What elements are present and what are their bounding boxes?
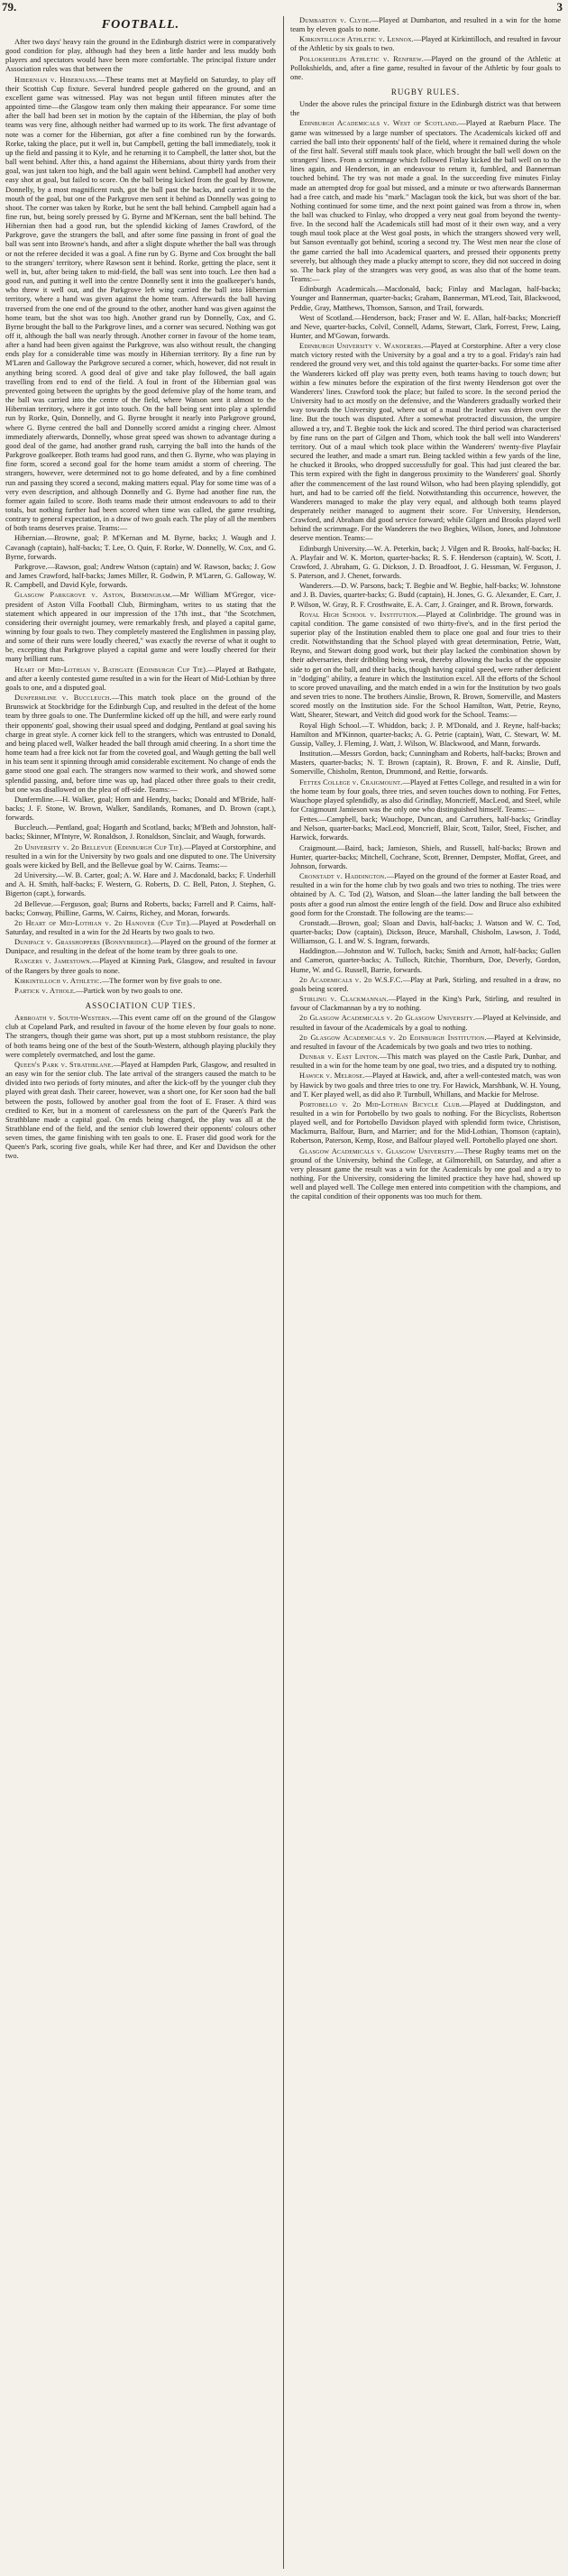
report-paragraph [5,919,276,937]
report-text: Craigmount.—Baird, back; Jamieson, Shiels, and Russell, half-backs; Brown and Hunter, quarter-backs; Mitchell, Cochrane, Scott, Brenner, Dempster, Moffat, Greet, and Johnson, forwards. [290,843,561,870]
report-text: —This event came off on the ground of the Glasgow club at Copeland Park, and resulted in favour of the home eleven by four goals to none. The strangers, though their game was short, put up a most stubborn resistance, the play of both teams being one of the best of the South-Western, although playing pluckily they were completely overmatched, and lost the game. [5,1014,276,1059]
report-paragraph [290,119,561,284]
report-text: —Mr William M'Gregor, vice-president of Aston Villa Football Club, Birmingham, writes to us stating that the statement which appeared in our impression of the 17th inst., that "the Scotchmen, considering their overnight journey, were remarkably fresh, and played a capital game, winning by four goals to two. They completely mastered the Englishmen in passing play, and some of their runs were loudly cheered," was exactly the reverse of what it ought to be, excepting that Parkgrove played a capital game and were loudly cheered for their many brilliant runs. [5,591,276,664]
report-paragraph [5,666,276,693]
report-paragraph [290,545,561,582]
report-text: —Played at Powderhall on Saturday, and resulted in a win for the 2d Hearts by two goals to two. [5,918,276,936]
report-text: Buccleuch.—Pentland, goal; Hogarth and Scotland, backs; M'Beth and Johnston, half-backs; Skinner, M'Intyre, W. Ronaldson, J. Ronaldson, Sinclair, and Waugh, forwards. [5,823,276,842]
report-paragraph [5,38,276,75]
match-heading: Partick v. Athole. [14,986,77,995]
match-heading: 2d Glasgow Academicals v. 2d Glasgow University. [299,1014,476,1023]
report-paragraph [290,1072,561,1099]
match-heading: Rangers v. Jamestown. [14,957,93,966]
report-paragraph [290,1014,561,1032]
match-heading: Edinburgh University v. Wanderers. [299,342,424,351]
match-heading: Stirling v. Clackmannan. [299,995,389,1004]
report-paragraph [290,750,561,777]
football-report-list [5,38,276,996]
match-heading: Fettes College v. Craigmount. [299,777,403,787]
report-paragraph [290,995,561,1013]
match-heading: Portobello v. 2d Mid-Lothian Bicycle Club. [299,1099,463,1109]
report-text: Royal High School.—T. Whiddon, back; J. P. M'Donald, and J. Reyne, half-backs; Hamilton and M'Kinnon, quarter-backs; A. G. Petrie (captain), Watt, C. Stewart, W. M. Gussip, Valley, J. Fleming, J. Watt, J. Wilson, W. Blackwood, and Mann, forwards. [290,721,561,748]
report-text: West of Scotland.—Henderson, back; Fraser and W. E. Allan, half-backs; Moncrieff and Neve, quarter-backs, Colvil, Connell, Adams, Stewart, Clark, Forrest, Frew, Laing, Hunter, and M'Gowan, forwards. [290,313,561,340]
report-text: —Played at Corstorphine. After a very close match victory rested with the University by a goal and a try to a goal. Friday's rain had rendered the ground very wet, and this told against the quarter-backs. For some time after the Wanderers kicked off play was pretty even, both teams having to touch down; but within a few minutes before the expiration of the first twenty Henderson got over the Wanderers' lines. Crawford took the place; but failed to score. In the second period the University had to act mostly on the defensive, and the Wanderers gradually worked their way towards the University goal, where out of a maul the leather was driven over the line. But the touch was disputed. After a somewhat protracted discussion, the umpire allowed a try, and T. Begbie took the kick and scored. The third period was characterised by fine runs on the part of Gilgen and Thom, which took the ball well into Wanderers' territory. Out of a maul which took place within the Wanderers' twenty-five Playfair secured the leather, and made a smart run. Being tackled within a few yards of the line, he chucked it Brooks, who dropped successfully for goal. This had just cleared the bar. This term expired with the fight in dangerous proximity to the Wanderers' goal. Shortly after the commencement of the last round Wilson, who had been playing splendidly, got hurt, and had to be carried off the field. Notwithstanding this occurrence, however, the Wanderers managed to make the play very equal, and although both teams played desperately neither managed to augment their score. For University, Henderson, Crawford, and Abraham did good service forward; while Gilgen and Brooks played well behind the scrimmage. For the Wanderers the two Begbies, Wilson, Jones, and Johnstone deserve mention. Teams:— [290,342,561,543]
report-text: —Played at Bathgate, and after a keenly contested game resulted in a win for the Heart of Mid-Lothian by three goals to one, and a disputed goal. [5,665,276,692]
match-heading: Heart of Mid-Lothian v. Bathgate (Edinburgh Cup Tie). [14,665,208,674]
cup-ties-report-list [5,1014,276,1162]
match-heading: 2d University v. 2d Bellevue (Edinburgh Cup Tie). [14,842,184,851]
match-heading: Edinburgh Academicals v. West of Scotland. [299,119,459,128]
report-text: —This match was played on the Castle Park, Dunbar, and resulted in a win for the home team by one goal, two tries, and a disputed try to nothing. [290,1053,561,1071]
association-report-list [290,16,561,82]
rugby-report-list [290,100,561,1201]
column-left [5,16,276,2569]
page-number: 3 [556,0,563,14]
report-paragraph [5,563,276,590]
report-text: —Played at Hawick, and, after a well-contested match, was won by Hawick by two goals and three tries to one try. For Hawick, Marshbank, W. H. Young, and T. Ker played well, as did also P. Turnbull, Whillans, and Mackie for Melrose. [290,1072,561,1099]
report-paragraph [5,987,276,996]
report-text: Hibernian.—Browne, goal; P. M'Kernan and M. Byrne, backs; J. Waugh and J. Cavanagh (captain), half-backs; T. Lee, O. Quin, F. Rorke, W. Donnelly, W. Cox, and G. Byrne, forwards. [5,534,276,561]
section-title-rugby-rules: RUGBY RULES. [390,87,461,97]
issue-number: 79. [2,0,17,14]
report-text: After two days' heavy rain the ground in the Edinburgh district were in comparatively good condition for play, although had they been a little harder and less muddy both players and spectators would have been more comfortable. The principal fixture under Association rules was that between the [5,38,276,74]
report-paragraph [290,778,561,815]
report-paragraph [290,582,561,609]
report-paragraph [5,900,276,918]
report-paragraph [290,1147,561,1202]
report-paragraph [290,815,561,842]
match-heading: Dunfermline v. Buccleuch. [14,694,112,703]
report-paragraph [5,76,276,534]
match-heading: Cronstadt v. Haddington. [299,872,387,881]
report-text: —Played at Raeburn Place. The game was witnessed by a large number of spectators. The Academicals kicked off and carried the ball into their opponents' half of the field, where it remained during the whole of the first half. Several stiff mauls took place, which brought the ball well down on the strangers' lines. From a scrimmage which followed Finlay kicked the ball well on to the lines again, and Henderson, in an endeavour to return it, fumbled, and Bannerman touched behind. The try was not made a goal. In the succeeding five minutes Finlay made an attempted drop for goal but missed, and a minute or two afterwards Bannerman had a free catch, and made his "mark." Maclagan took the kick, but was short of the bar. Nothing continued for some time, and the next point gained was from a throw in, when the ball was chucked to Finlay, who dropped a very neat goal from beyond the twenty-five. In the second half the Academicals still had most of it their own way, and a very tough maul took place at the West goal posts, in which the strangers showed very well, but Sanson eventually got behind, scoring a second try. The West men near the close of the game carried the ball into Academical quarters, and pressed their opponents pretty severely, but although they made a plucky attempt to score, they did not succeed in doing so. The back play of the strangers was very good, as was also that of the home team. Teams:— [290,119,561,284]
report-text: —Played at Kelvinside, and resulted in favour of the Academicals by a goal to nothing. [290,1014,561,1032]
report-paragraph [290,976,561,994]
column-right [290,16,561,2569]
report-paragraph [5,977,276,986]
report-text: —The former won by five goals to one. [101,976,222,985]
report-paragraph [290,1034,561,1052]
match-heading: Hibernian v. Hibernians. [14,75,98,84]
match-heading: Queen's Park v. Strathblane. [14,1060,114,1069]
match-heading: Dumbarton v. Clyde. [299,16,371,24]
report-paragraph [5,796,276,823]
report-text: —Played at Kinning Park, Glasgow, and resulted in favour of the Rangers by three goals to none. [5,957,276,975]
report-paragraph [290,919,561,946]
report-text: —Played at Dumbarton, and resulted in a win for the home team by eleven goals to none. [290,16,561,34]
match-heading: 2d Glasgow Academicals v. 2d Edinburgh Institution. [299,1033,487,1042]
match-heading: Pollokshields Athletic v. Renfrew. [299,54,425,63]
report-text: —Played at Colinbridge. The ground was in capital condition. The game consisted of two thirty-five's, and in the first period the superior play of the Institution enabled them to place one goal and four tries to their credit. Notwithstanding that the School played with great determination, Petrie, Watt, Reyno, and Stewart doing good work, but their play lacked the combination shown by their adversaries, their dribbling being weak, thereby allowing the backs of the opposite side to get on the ball, and their backs, though having capital speed, were rather deficient in "dodging" ability, a feature in which the Institution excel. All the efforts of the School to score proved unavailing, and the match ended in a win for the Institution by two goals and seven tries to none. The brothers Ainslie, Brown, R. Brown, Somerville, and Masters scored mostly on the Institution side. For the School Hamilton, Watt, Petrie, Reyno, Watt, Shearer, Stewart, and Veitch did good work for the School. Teams:— [290,610,561,720]
match-heading: Dunipace v. Grasshoppers (Bonnybridge). [14,938,153,947]
report-paragraph [5,694,276,795]
report-paragraph [5,957,276,975]
report-paragraph [290,722,561,749]
report-paragraph [290,342,561,543]
match-heading: Royal High School v. Institution. [299,610,419,619]
report-paragraph [5,871,276,898]
report-text: —These teams met at Mayfield on Saturday, to play off their Scottish Cup fixture. Several hundred people gathered on the ground, and an excellent game was witnessed. Play was not begun until fifteen minutes after the appointed time—the Glasgow team only then making their appearance. For some time after the ball had been set in motion by the captain of the Hibernian, the play of both teams was very fine, although neither had warmed up to its work. The first advantage of note was a corner for the Hibernian, got after a fine combined run by the forwards. Rorke, taking the place, put it well in, but Campbell, getting the ball immediately, took it up the field and passing it to Kyle, and he returning it to Campbell, the latter shot, but the ball went behind. After this, a hand against the Hibernians, about thirty yards from their goal, was just taken too high, and the ball again went behind. Campbell had another very easy shot at goal, but failed to score. On the ball being kicked from the goal by Browne, Donnelly, by a most magnificent rush, got the ball past the backs, and carried it to the mouth of the goal, but one of the Parkgrove men sent it behind as Donnelly was going to shoot. The corner was taken by Rorke, but he sent the ball behind. Campbell again had a fine run, but, being sorely pressed by G. Byrne and M'Kernan, sent the ball behind. The Hibernian then had a good run, but the splendid kicking of James Crawford, of the Parkgrove, gave the strangers the ball, and after some fine passing in front of goal the ball was sent into Browne's hands, and after a slight dispute whether the ball was through or not the referee decided it was a goal. A fine run by G. Byrne and Cox brought the ball to the strangers' territory, where Rawson sent it behind. Rorke, getting the place, sent it well in, but, after being taken to mid-field, the ball was sent into touch. Lee then had a good run, and putting it well into the centre Donnelly sent it into the goalkeeper's hands, who threw it well out, and the Parkgrove left wing carried the ball into Hibernian territory, where a hand was given against the home team. Afterwards the ball having traversed from the one end of the ground to the other, another hand was given against the home team, but the shot was too high. Another grand run by Donnelly, Cox, and G. Byrne brought the ball to the Parkgrove lines, and a corner was secured. Nothing was got off it, although the ball was nearly through. Another corner in favour of the home team, after a hand had been given against the Parkgrove, was also without result, the changing ends play for a considerable time was mostly in Hibernian territory. By a fine run by M'Laren and Galloway the Parkgrove secured a corner, which, however, did not result in anything being scored. A good deal of give and take play followed, the ball again travelling from end to end of the field. A foul in front of the Hibernian goal was prevented going between the uprights by the good defensive play of the home team, and the ball was carried into the centre of the field, where Watson sent it almost to the Hibernian territory, where it got into touch. On the ball being sent into play a splendid run by Rorke, Quin, Donnelly, and G. Byrne brought it nearly into Parkgrove ground, where G. Byrne centred the ball and Donnelly scored amidst a ringing cheer. Almost immediately afterwards, Donnelly, whose great speed was shown to advantage during a good deal of the game, had another grand rush, carrying the ball into the hands of the Parkgrove goalkeeper. Both teams had good runs, and then G. Byrne, who was playing in fine form, scored a second goal for the home team amidst a storm of cheering. The strangers, however, were determined not to go home defeated, and by a fine combined run and passing they scored a second, making matters equal. Play for some time was of a very even description, and although Donnelly and G. Byrne had another fine run, the former again failed to score. Both teams made their utmost endeavours to add to their totals, but nothing further had been scored when time was called, the game resulting, contrary to general expectation, in a draw of two goals each. The play of all the members of both teams deserves praise. Teams:— [5,75,276,533]
match-heading: 2d Heart of Mid-Lothian v. 2d Hanover (Cup Tie). [14,918,192,927]
report-text: Edinburgh University.—W. A. Peterkin, back; J. Vilgen and R. Brooks, half-backs; H. A. Playfair and W. K. Morton, quarter-backs; R. S. F. Henderson (captain), W. Scott, J. Crawford, J. Abraham, G. G. Dickson, J. D. Broadfoot, J. G. Hessman, W. Ferguson, J. S. Paterson, and J. Chenet, forwards. [290,544,561,581]
report-text: —Played at Duddingston, and resulted in a win for Portobello by two goals to nothing. For the Bicyclists, Robertson played well, and for Portobello Davidson played with splendid form twice, Christison, Mackmurra, Balfour, Burn, and Marrier; and for the Mid-Lothian, Thomson (captain), Robertson, Paterson, Kemp, Rose, and Balfour played well. Portobello played one short. [290,1099,561,1145]
report-text: Institution.—Messrs Gordon, back; Cunningham and Roberts, half-backs; Brown and Masters, quarter-backs; N. T. Brown (captain), R. Brown, F. and R. Ainslie, Duff, Somerville, Chisholm, Renton, Drummond, and Rettie, forwards. [290,750,561,777]
report-text: 2d University.—W. B. Carter, goal; A. W. Hare and J. Macdonald, backs; F. Underhill and A. H. Smith, half-backs; F. Western, G. Roberts, D. C. Bell, Paton, J. Stephen, G. Bigerton (capt.), forwards. [5,871,276,898]
report-text: —These Rugby teams met on the ground of the University, behind the College, at Gilmorehill, on Saturday, and after a very pleasant game the result was a win for the Academicals by one goal and a try to nothing. For the University, considering the limited practice they have had, showed up well and played well. The College men entered into competition with the champions, and the capital condition of their opponents was too much for them. [290,1146,561,1201]
report-text: —Played on the ground of the former at Dunipace, and resulting in the defeat of the home team by three goals to one. [5,938,276,956]
report-text: Wanderers.—D. W. Parsons, back; T. Begbie and W. Begbie, half-backs; W. Johnstone and J. B. Davies, quarter-backs; G. Budd (captain), H. Jones, G. G. Alexander, E. Carr, J. P. Wilson, W. Gray, R. F. Crosthwaite, E. A. Carr, J. Grainger, and R. Brown, forwards. [290,582,561,609]
report-paragraph [290,1053,561,1071]
report-text: —Played at Kirkintilloch, and resulted in favour of the Athletic by six goals to two. [290,35,561,53]
report-paragraph [290,55,561,82]
report-paragraph [290,314,561,341]
report-text: Parkgrove.—Rawson, goal; Andrew Watson (captain) and W. Rawson, backs; J. Gow and James Crawford, half-backs; James Miller, R. Godwin, P. M'Laren, G. Galloway, W. R. Campbell, and David Kyle, forwards. [5,562,276,590]
report-paragraph [290,947,561,974]
report-text: 2d Bellevue.—Ferguson, goal; Burns and Roberts, backs; Farrell and P. Cairns, half-backs; Conway, Philline, Garms, W. Cairns, Richey, and Moran, forwards. [5,899,276,917]
report-text: —Played at Fettes College, and resulted in a win for the home team by four goals, three tries, and seven touches down to nothing. For Fettes, Wauchope played splendidly, as also did Grindlay, Moncrieff, MacLeod, and Steel, while for Craigmount Jamieson was the only one who distinguished himself. Teams:— [290,777,561,814]
match-heading: Glasgow Academicals v. Glasgow University. [299,1146,457,1155]
report-text: Edinburgh Academicals.—Macdonald, back; Finlay and Maclagan, half-backs; Younger and Bannerman, quarter-backs; Graham, Bannerman, M'Leod, Tait, Blackwood, Peddie, Gray, Matthews, Thomson, Sanson, and Trail, forwards. [290,285,561,312]
report-text: Under the above rules the principal fixture in the Edinburgh district was that between the [290,100,561,118]
report-text: —Played in the King's Park, Stirling, and resulted in favour of Clackmannan by a try to nothing. [290,995,561,1013]
masthead [0,0,568,14]
report-text: Dunfermline.—H. Walker, goal; Horn and Hendry, backs; Donald and M'Bride, half-backs; J. F. Stone, W. Brown, Walker, Sandilands, Romanes, and D. Brown (capt.), forwards. [5,795,276,823]
report-text: —This match took place on the ground of the Brunswick at Stockbridge for the Edinburgh Cup, and resulted in the defeat of the home team by three goals to one. The Dunfermline kicked off up the hill, and were early round their opponents' goal, showing their usual speed and dodging, Pentland at goal saving his charge in great style. A corner kick fell to the strangers, which was entrusted to Donald, and being placed well, Walker headed the ball through amid cheering. In a short time the home team had a free kick not far from the coveted goal, and Waugh getting the ball well in his team sent it spinning through amid considerable excitement. No change of ends the game stood one goal each. The strangers now warmed to their work, and showed some splendid passing, and, before time was up, had placed other three goals to their credit, but one was disallowed on the plea of off-side. Teams:— [5,694,276,794]
report-text: —Play at Park, Stirling, and resulted in a draw, no goals being scored. [290,975,561,993]
report-paragraph [290,611,561,721]
report-text: —Played at Hampden Park, Glasgow, and resulted in an easy win for the senior club. The late arrival of the strangers caused the match to be divided into two periods of forty minutes, and after the kick-off by the younger club they played with great dash. Their career, however, was a short one, for Ker soon had the ball between the posts, followed by another goal from the foot of E. Fraser. A third was credited to Ker, but in a moment of carelessness on the part of the Queen's Park the Strathblane made a capital goal. On ends being changed, the play was all at the Strathblane end of the field, and the senior club lowered their opponents' colours other seven times, the game finishing with ten goals to one. E. Fraser did good work for the Queen's Park, scoring five goals, while Ker had three, and Ker and Davidson the other two. [5,1060,276,1161]
match-heading: Arbroath v. South-Western. [14,1014,112,1023]
report-paragraph [290,100,561,118]
report-paragraph [5,823,276,842]
report-paragraph [5,938,276,956]
report-paragraph [5,1061,276,1162]
report-paragraph [5,534,276,561]
match-heading: 2d Academicals v. 2d W.S.F.C. [299,975,403,984]
report-text: —Played at Corstorphine, and resulted in a win for the University by two goals and one disputed to one. The University goals were kicked by Bell, and the Bellevue goal by W. Cairns. Teams:— [5,842,276,869]
report-text: —Played on the ground of the former at Easter Road, and resulted in a win for the home club by two goals and two tries to nothing. The tries were obtained by A. C. Tod (2), Watson, and Sloan—the latter landing the ball between the posts after a good run almost the entire length of the field. Dow and Bruce also exhibited good form for the Cronstadt. The following are the teams:— [290,872,561,917]
report-text: Haddington.—Johnston and W. Tulloch, backs; Smith and Arnott, half-backs; Gullen and Cameron, quarter-backs; A. Tulloch, Ritchie, Thornburn, Doe, Deverly, Gordon, Hume, W. and G. Russell, Barrie, forwards. [290,947,561,974]
report-text: —Played at Kelvinside, and resulted in favour of the Academicals by two goals and two tries to nothing. [290,1033,561,1051]
report-paragraph [290,844,561,871]
match-heading: Kirkintilloch Athletic v. Lennox. [299,35,414,44]
report-paragraph [5,1014,276,1060]
report-text: Cronstadt.—Brown, goal; Sloan and Davis, half-backs; J. Watson and W. C. Tod, quarter-backs; Dow (captain), Dickson, Bruce, Marshall, Chisholm, Lawson, J. Todd, Williamson, G. I. and W. S. Ingram, forwards. [290,918,561,946]
report-paragraph [290,285,561,312]
report-paragraph [290,872,561,918]
report-text: —Partick won by two goals to one. [76,986,183,995]
report-paragraph [290,35,561,53]
section-title-football: FOOTBALL. [101,18,180,32]
match-heading: Hawick v. Melrose. [299,1072,365,1081]
report-paragraph [290,1100,561,1146]
report-paragraph [5,591,276,664]
report-text: —Played on the ground of the Athletic at Pollokshields, and, after a fine game, resulted in favour of the Athletic by four goals to one. [290,54,561,81]
match-heading: Kirkintilloch v. Athletic. [14,976,102,985]
section-title-association-cup-ties: ASSOCIATION CUP TIES. [85,1001,197,1011]
match-heading: Glasgow Parkgrove v. Aston, Birmingham. [14,591,173,600]
column-divider [283,16,284,2569]
report-paragraph [5,843,276,870]
match-heading: Dunbar v. East Linton. [299,1053,380,1062]
report-text: Fettes.—Campbell, back; Wauchope, Duncan, and Carruthers, half-backs; Grindlay and Nelson, quarter-backs; MacLeod, Moncrieff, Blair, Scott, Tailor, Steel, Fischer, and Harwick, forwards. [290,815,561,842]
report-paragraph [290,16,561,34]
